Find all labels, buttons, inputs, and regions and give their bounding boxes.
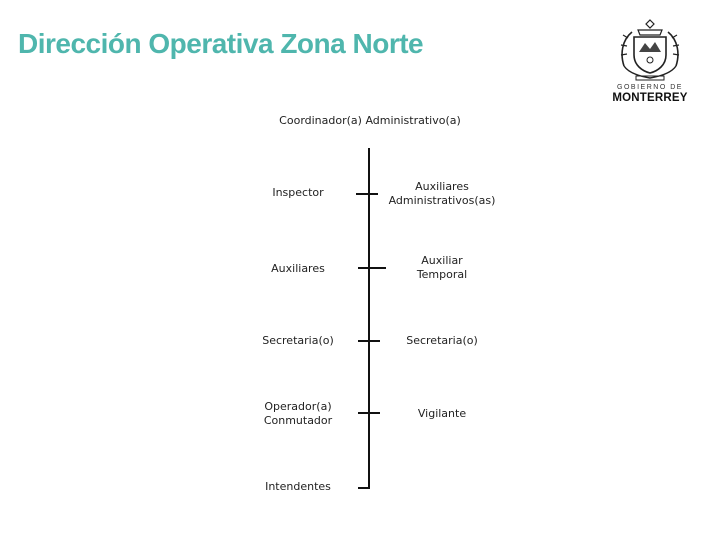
org-connector-3 bbox=[358, 340, 380, 342]
page-title: Dirección Operativa Zona Norte bbox=[18, 28, 424, 59]
org-node-intendentes: Intendentes bbox=[265, 480, 331, 493]
org-connector-4 bbox=[358, 412, 380, 414]
org-node-auxiliares: Auxiliares bbox=[271, 262, 325, 275]
org-node-vigilante: Vigilante bbox=[417, 407, 467, 420]
org-connector-2 bbox=[358, 267, 386, 269]
org-node-operador-conmutador: Operador(a) Conmutador bbox=[263, 400, 333, 427]
org-node-auxiliares-administrativos: Auxiliares Administrativos(as) bbox=[388, 180, 496, 207]
logo-wordmark: MONTERREY bbox=[612, 92, 688, 104]
org-node-coordinator: Coordinador(a) Administrativo(a) bbox=[279, 114, 461, 127]
org-connector-5 bbox=[358, 487, 370, 489]
org-trunk-line bbox=[368, 148, 370, 489]
org-node-secretaria-left: Secretaria(o) bbox=[262, 334, 334, 347]
org-node-auxiliar-temporal: Auxiliar Temporal bbox=[416, 254, 468, 281]
org-node-secretaria-right: Secretaria(o) bbox=[406, 334, 478, 347]
org-node-inspector: Inspector bbox=[272, 186, 324, 199]
coat-of-arms-icon bbox=[610, 18, 690, 84]
monterrey-logo bbox=[610, 18, 690, 104]
logo-subtitle: GOBIERNO DE bbox=[617, 84, 683, 91]
org-connector-1 bbox=[356, 193, 378, 195]
